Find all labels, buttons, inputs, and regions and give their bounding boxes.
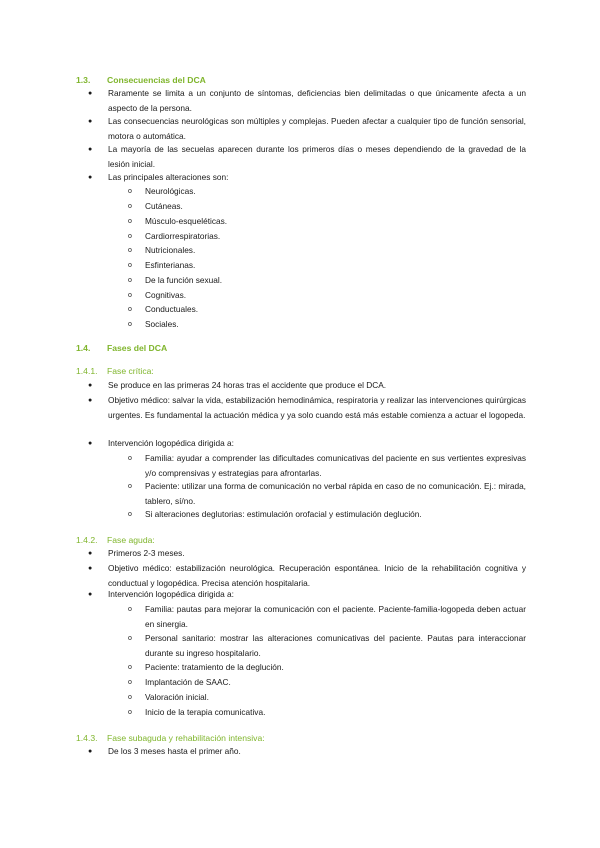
subsection-title: Fase aguda: (107, 535, 155, 545)
bullet-icon: ● (88, 146, 93, 153)
list-item: ● Intervención logopédica dirigida a: (88, 587, 526, 602)
sub-bullet-icon: o (128, 218, 132, 225)
list-item: ● Las consecuencias neurológicas son múltiples y complejas. Pueden afectar a cualquier tipo de función sensorial, motora o automática. (88, 116, 526, 141)
sub-bullet-icon: o (128, 203, 132, 210)
bullet-icon: ● (88, 174, 93, 181)
sub-list-item: o Si alteraciones deglutorias: estimulación orofacial y estimulación deglución. (128, 507, 526, 522)
sub-list-item: o Músculo-esqueléticas. (128, 214, 526, 229)
sub-bullet-icon: o (128, 483, 132, 490)
sub-list-item: o Familia: pautas para mejorar la comunicación con el paciente. Paciente-familia-logopeda deben actuar en sinergia. (128, 604, 526, 629)
list-item: ● Objetivo médico: salvar la vida, estabilización hemodinámica, respiratoria y realizar las intervenciones quirúrgicas urgentes. Es fundamental la actuación médica y ya solo cuando está más estable comienza a actuar el logopeda. (88, 395, 526, 420)
list-item: ● De los 3 meses hasta el primer año. (88, 744, 526, 759)
sub-list-item: o Familia: ayudar a comprender las dificultades comunicativas del paciente en sus vertientes expresivas y/o comprensivas y estrategias para afrontarlas. (128, 453, 526, 478)
sub-bullet-icon: o (128, 679, 132, 686)
sub-bullet-icon: o (128, 247, 132, 254)
bullet-icon: ● (88, 440, 93, 447)
sub-bullet-icon: o (128, 606, 132, 613)
sub-bullet-icon: o (128, 188, 132, 195)
sub-list-item: o De la función sexual. (128, 273, 526, 288)
section-title: Consecuencias del DCA (107, 75, 206, 85)
sub-bullet-icon: o (128, 694, 132, 701)
bullet-icon: ● (88, 565, 93, 572)
sub-list-item: o Cardiorrespiratorias. (128, 229, 526, 244)
sub-list-item: o Implantación de SAAC. (128, 675, 526, 690)
subsection-number: 1.4.2. (76, 535, 98, 545)
sub-list-item: o Neurológicas. (128, 184, 526, 199)
bullet-icon: ● (88, 382, 93, 389)
sub-bullet-icon: o (128, 277, 132, 284)
section-number: 1.4. (76, 343, 91, 353)
list-item: ● Las principales alteraciones son: (88, 170, 526, 185)
sub-list-item: o Inicio de la terapia comunicativa. (128, 705, 526, 720)
sub-bullet-icon: o (128, 233, 132, 240)
bullet-icon: ● (88, 591, 93, 598)
sub-list-item: o Paciente: tratamiento de la deglución. (128, 660, 526, 675)
sub-list-item: o Cutáneas. (128, 199, 526, 214)
list-item: ● Intervención logopédica dirigida a: (88, 436, 526, 451)
section-title: Fases del DCA (107, 343, 168, 353)
subsection-number: 1.4.1. (76, 366, 98, 376)
sub-list-item: o Sociales. (128, 317, 526, 332)
list-item: ● Raramente se limita a un conjunto de síntomas, deficiencias bien delimitadas o que únicamente afecta a un aspecto de la persona. (88, 88, 526, 113)
sub-bullet-icon: o (128, 262, 132, 269)
sub-bullet-icon: o (128, 321, 132, 328)
list-item: ● Objetivo médico: estabilización neurológica. Recuperación espontánea. Inicio de la rehabilitación cognitiva y conductual y logopédica. Precisa atención hospitalaria. (88, 563, 526, 588)
bullet-icon: ● (88, 90, 93, 97)
sub-bullet-icon: o (128, 664, 132, 671)
subsection-title: Fase subaguda y rehabilitación intensiva: (107, 733, 265, 743)
sub-bullet-icon: o (128, 455, 132, 462)
section-number: 1.3. (76, 75, 91, 85)
sub-list-item: o Conductuales. (128, 302, 526, 317)
list-item: ● Se produce en las primeras 24 horas tras el accidente que produce el DCA. (88, 378, 526, 393)
subsection-title: Fase crítica: (107, 366, 154, 376)
bullet-icon: ● (88, 397, 93, 404)
sub-bullet-icon: o (128, 511, 132, 518)
sub-list-item: o Esfinterianas. (128, 258, 526, 273)
sub-list-item: o Valoración inicial. (128, 690, 526, 705)
sub-bullet-icon: o (128, 709, 132, 716)
bullet-icon: ● (88, 748, 93, 755)
sub-bullet-icon: o (128, 635, 132, 642)
bullet-icon: ● (88, 550, 93, 557)
sub-bullet-icon: o (128, 306, 132, 313)
sub-bullet-icon: o (128, 292, 132, 299)
sub-list-item: o Nutricionales. (128, 243, 526, 258)
list-item: ● Primeros 2-3 meses. (88, 546, 526, 561)
sub-list-item: o Paciente: utilizar una forma de comunicación no verbal rápida en caso de no comunicación. Ej.: mirada, tablero, sí/no. (128, 481, 526, 506)
sub-list-item: o Cognitivas. (128, 288, 526, 303)
list-item: ● La mayoría de las secuelas aparecen durante los primeros días o meses dependiendo de la gravedad de la lesión inicial. (88, 144, 526, 169)
sub-list-item: o Personal sanitario: mostrar las alteraciones comunicativas del paciente. Pautas para interaccionar durante su ingreso hospitalario. (128, 633, 526, 658)
bullet-icon: ● (88, 118, 93, 125)
subsection-number: 1.4.3. (76, 733, 98, 743)
